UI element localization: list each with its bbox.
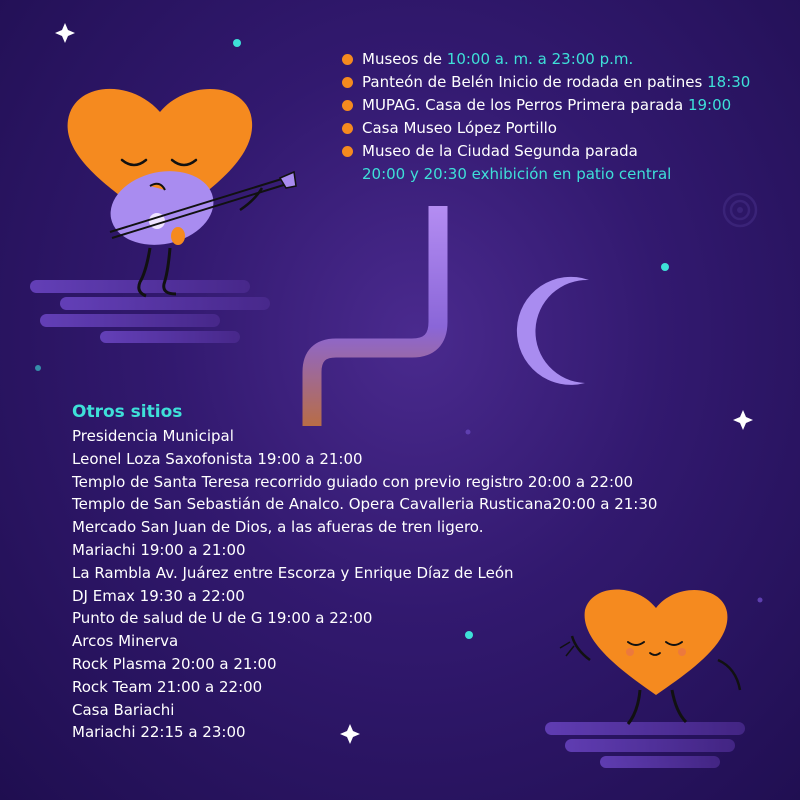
list-item: Templo de San Sebastián de Analco. Opera Cavalleria Rusticana20:00 a 21:30 xyxy=(72,495,658,514)
list-item: Presidencia Municipal xyxy=(72,427,234,445)
otros-sitios-section xyxy=(72,400,762,744)
bullet-dot-icon xyxy=(342,146,353,157)
schedule-item-text: Panteón de Belén Inicio de rodada en patines xyxy=(362,73,708,91)
list-item: DJ Emax 19:30 a 22:00 xyxy=(72,586,245,605)
list-item: Leonel Loza Saxofonista 19:00 a 21:00 xyxy=(72,449,363,468)
schedule-item-text: Museos de xyxy=(362,50,447,68)
schedule-item-text: Museo de la Ciudad Segunda parada xyxy=(362,142,638,160)
schedule-item xyxy=(340,140,790,186)
list-item: Rock Plasma 20:00 a 21:00 xyxy=(72,654,277,673)
schedule-item-time: 18:30 xyxy=(707,73,751,91)
list-item: Mariachi 19:00 a 21:00 xyxy=(72,540,246,559)
section-title: Otros sitios xyxy=(72,402,183,422)
list-item: Arcos Minerva xyxy=(72,632,179,651)
list-item: Punto de salud de U de G 19:00 a 22:00 xyxy=(72,609,373,628)
schedule-item-text: Casa Museo López Portillo xyxy=(362,119,557,137)
otros-sitios-list xyxy=(72,425,762,744)
schedule-item xyxy=(340,71,790,94)
crescent-moon-icon xyxy=(517,277,589,385)
schedule-item xyxy=(340,48,790,71)
schedule-item-time: 10:00 a. m. a 23:00 p.m. xyxy=(446,50,634,68)
cloud-stripes-decoration xyxy=(30,280,270,343)
schedule-list xyxy=(340,48,790,186)
schedule-item-text: MUPAG. Casa de los Perros Primera parada xyxy=(362,96,688,114)
bullet-dot-icon xyxy=(342,123,353,134)
schedule-item-time: 19:00 xyxy=(687,96,732,114)
schedule-item xyxy=(340,117,790,140)
schedule-item xyxy=(340,94,790,117)
bullet-dot-icon xyxy=(342,100,353,111)
schedule-item-continuation: 20:00 y 20:30 exhibición en patio central xyxy=(362,165,672,183)
bullet-dot-icon xyxy=(342,77,353,88)
list-item: Templo de Santa Teresa recorrido guiado con previo registro 20:00 a 22:00 xyxy=(72,472,634,491)
bent-pipe-decoration xyxy=(312,206,438,426)
bullet-dot-icon xyxy=(342,54,353,65)
list-item: Rock Team 21:00 a 22:00 xyxy=(72,677,263,696)
list-item: La Rambla Av. Juárez entre Escorza y Enrique Díaz de León xyxy=(72,563,514,582)
list-item: Mariachi 22:15 a 23:00 xyxy=(72,723,246,742)
heart-guitarist-illustration xyxy=(68,89,296,296)
target-circle-icon xyxy=(724,194,756,226)
list-item: Mercado San Juan de Dios, a las afueras de tren ligero. xyxy=(72,518,484,537)
list-item: Casa Bariachi xyxy=(72,700,175,719)
